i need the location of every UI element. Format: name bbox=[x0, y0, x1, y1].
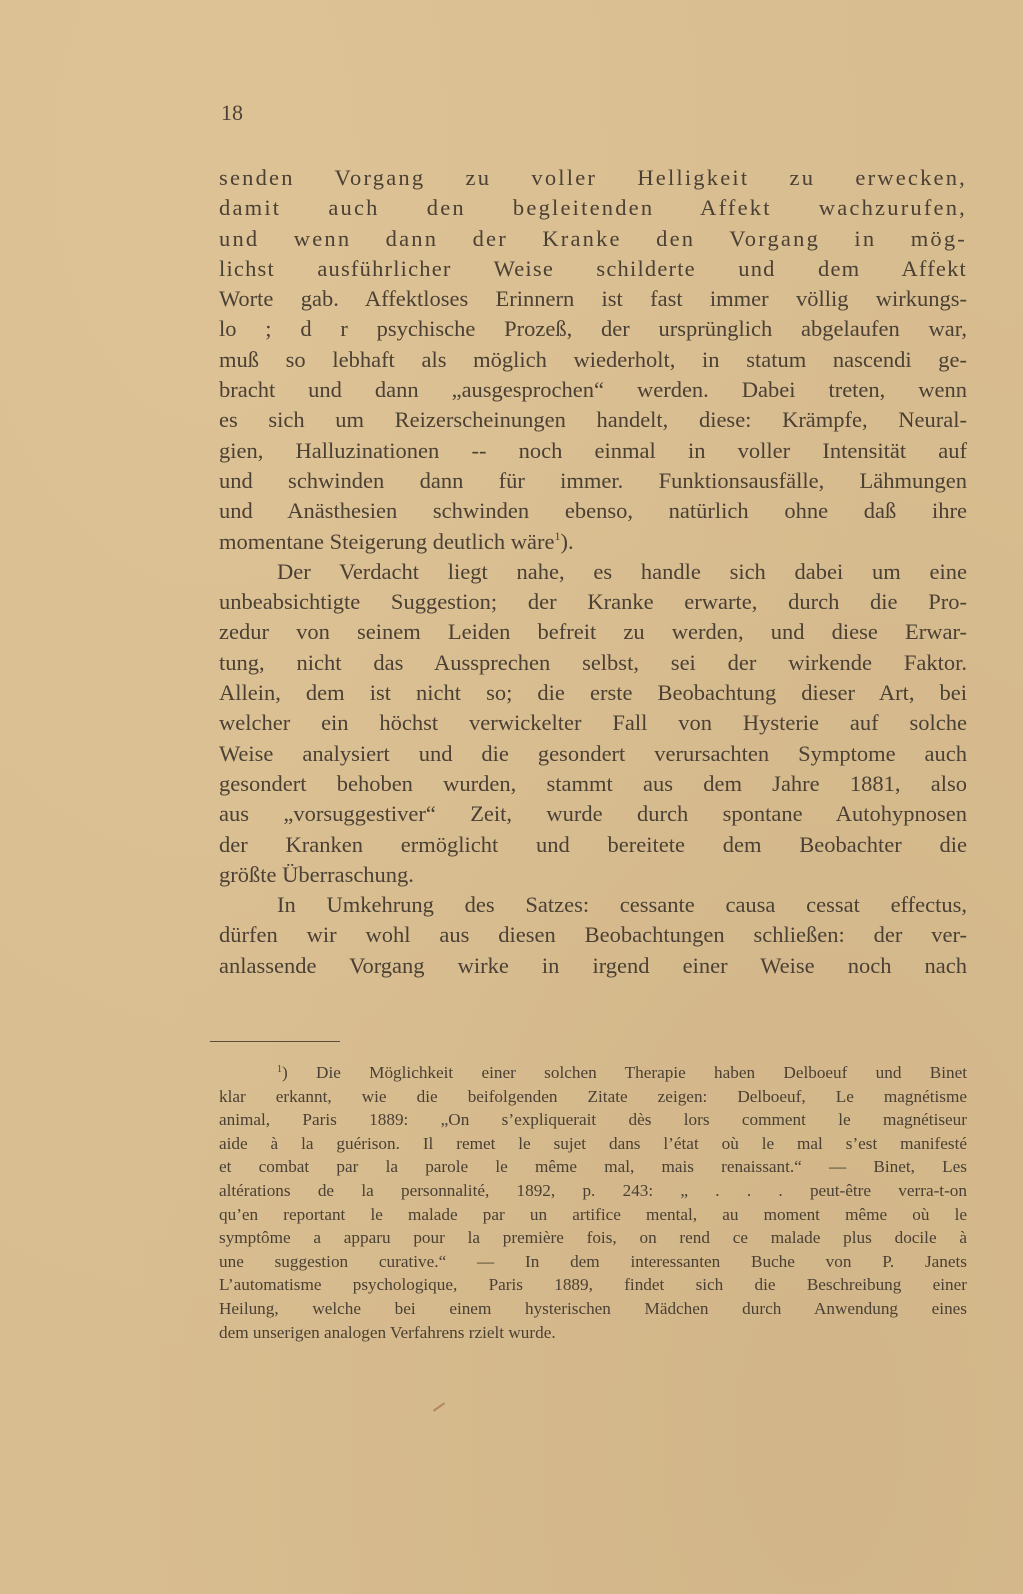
text-line: dürfen wir wohl aus diesen Beobachtungen schließen: der ver- bbox=[219, 922, 967, 948]
footnote-reference-tail: ). bbox=[560, 528, 574, 554]
text-line: aus „vorsuggestiver“ Zeit, wurde durch spontane Autohypnosen bbox=[219, 801, 967, 827]
footnote-line: klar erkannt, wie die beifolgenden Zitate zeigen: Delboeuf, Le magnétisme bbox=[219, 1086, 967, 1106]
text-line: damit auch den begleitenden Affekt wachzurufen, bbox=[219, 195, 967, 221]
footnote-line: dem unserigen analogen Verfahrens rzielt wurde. bbox=[219, 1322, 556, 1342]
footnote-line: Die Möglichkeit einer solchen Therapie haben Delboeuf und Binet bbox=[287, 1063, 967, 1082]
text-line: größte Überraschung. bbox=[219, 861, 414, 887]
text-line: lo ; d r psychische Prozeß, der ursprünglich abgelaufen war, bbox=[219, 316, 967, 342]
text-line: bracht und dann „ausgesprochen“ werden. Dabei treten, wenn bbox=[219, 377, 967, 403]
text-line: momentane Steigerung deutlich wäre bbox=[219, 528, 555, 554]
footnote-line: Heilung, welche bei einem hysterischen Mädchen durch Anwendung eines bbox=[219, 1298, 967, 1318]
paper-blemish bbox=[433, 1402, 446, 1412]
text-line: und wenn dann der Kranke den Vorgang in mög- bbox=[219, 225, 967, 251]
text-line: senden Vorgang zu voller Helligkeit zu erwecken, bbox=[219, 165, 967, 190]
text-line-with-footnote bbox=[219, 527, 967, 557]
page-number: 18 bbox=[221, 100, 243, 125]
text-line: muß so lebhaft als möglich wiederholt, in statum nascendi ge- bbox=[219, 346, 967, 372]
text-line: gien, Halluzinationen -- noch einmal in voller Intensität auf bbox=[219, 437, 967, 463]
footnote-marker: 1 bbox=[277, 1064, 282, 1075]
text-line: Allein, dem ist nicht so; die erste Beobachtung dieser Art, bei bbox=[219, 680, 967, 706]
text-line: es sich um Reizerscheinungen handelt, diese: Krämpfe, Neural- bbox=[219, 407, 967, 433]
footnote-line: L’automatisme psychologique, Paris 1889, findet sich die Beschreibung einer bbox=[219, 1275, 967, 1295]
footnote-line: qu’en reportant le malade par un artifice mental, au moment même où le bbox=[219, 1204, 967, 1224]
text-line: Weise analysiert und die gesondert verursachten Symptome auch bbox=[219, 740, 967, 766]
text-line: lichst ausführlicher Weise schilderte und dem Affekt bbox=[219, 255, 967, 281]
text-line: und Anästhesien schwinden ebenso, natürlich ohne daß ihre bbox=[219, 498, 967, 524]
footnote-separator bbox=[210, 1041, 340, 1042]
footnote-reference[interactable]: 1 bbox=[554, 528, 561, 543]
text-line: anlassende Vorgang wirke in irgend einer Weise noch nach bbox=[219, 952, 967, 978]
footnote-line: altérations de la personnalité, 1892, p. 243: „ . . . peut-être verra-t-on bbox=[219, 1180, 967, 1200]
body-text bbox=[219, 163, 967, 981]
paragraph-start: Der Verdacht liegt nahe, es handle sich dabei um eine bbox=[277, 558, 967, 584]
footnote-line: animal, Paris 1889: „On s’expliquerait dès lors comment le magnétiseur bbox=[219, 1110, 967, 1130]
text-line: zedur von seinem Leiden befreit zu werden, und diese Erwar- bbox=[219, 619, 967, 645]
text-line: der Kranken ermöglicht und bereitete dem Beobachter die bbox=[219, 831, 967, 857]
footnote-line: une suggestion curative.“ — In dem interessanten Buche von P. Janets bbox=[219, 1251, 967, 1271]
footnote-marker-tail: ) bbox=[282, 1063, 288, 1082]
footnote-line: aide à la guérison. Il remet le sujet dans l’état où le mal s’est manifesté bbox=[219, 1133, 967, 1153]
footnote-first-line bbox=[219, 1061, 967, 1085]
text-line: Worte gab. Affektloses Erinnern ist fast immer völlig wirkungs- bbox=[219, 286, 967, 312]
paragraph-start: In Umkehrung des Satzes: cessante causa cessat effectus, bbox=[277, 892, 967, 918]
footnotes bbox=[219, 1061, 967, 1344]
footnote-line: et combat par la parole le même mal, mais renaissant.“ — Binet, Les bbox=[219, 1157, 967, 1177]
footnote-line: symptôme a apparu pour la première fois, on rend ce malade plus docile à bbox=[219, 1228, 967, 1248]
text-line: unbeabsichtigte Suggestion; der Kranke erwarte, durch die Pro- bbox=[219, 589, 967, 615]
text-line: gesondert behoben wurden, stammt aus dem Jahre 1881, also bbox=[219, 770, 967, 796]
text-line: und schwinden dann für immer. Funktionsausfälle, Lähmungen bbox=[219, 467, 967, 493]
text-line: tung, nicht das Aussprechen selbst, sei der wirkende Faktor. bbox=[219, 649, 967, 675]
text-line: welcher ein höchst verwickelter Fall von Hysterie auf solche bbox=[219, 710, 967, 736]
